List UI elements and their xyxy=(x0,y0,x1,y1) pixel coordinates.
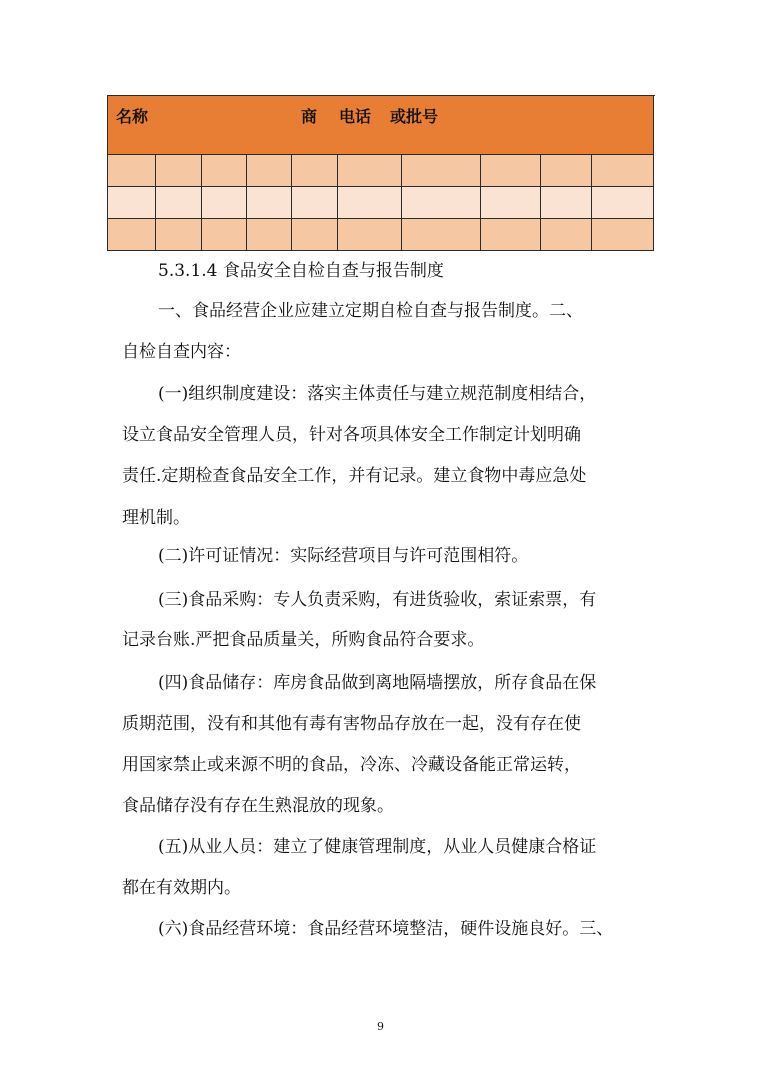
table-cell xyxy=(401,187,480,218)
table-header-row xyxy=(107,95,654,155)
paragraph-line: 记录台账.严把食品质量关，所购食品符合要求。 xyxy=(122,630,485,650)
table-cell xyxy=(540,187,591,218)
section-title: 5.3.1.4 食品安全自检自查与报告制度 xyxy=(158,261,444,281)
paragraph-line: 自检自查内容： xyxy=(122,342,241,362)
paragraph-line: 质期范围，没有和其他有毒有害物品存放在一起，没有存在使 xyxy=(122,714,581,734)
paragraph-line: (二)许可证情况：实际经营项目与许可范围相符。 xyxy=(158,546,529,566)
table-cell xyxy=(155,155,201,186)
table-cell xyxy=(401,155,480,186)
header-border-segment xyxy=(200,95,295,96)
table-cell xyxy=(291,219,337,250)
table-cell xyxy=(480,219,541,250)
table-cell xyxy=(246,155,291,186)
table-cell xyxy=(155,219,201,250)
paragraph-line: 设立食品安全管理人员，针对各项具体安全工作制定计划明确 xyxy=(122,425,581,445)
table-cell xyxy=(540,155,591,186)
table-cell xyxy=(291,155,337,186)
table-row xyxy=(107,187,654,219)
table-cell xyxy=(337,155,401,186)
header-approval: 或批号 xyxy=(390,107,439,126)
table-cell xyxy=(201,187,247,218)
table-cell xyxy=(401,219,480,250)
paragraph-line: (五)从业人员：建立了健康管理制度，从业人员健康合格证 xyxy=(158,837,597,857)
table-cell xyxy=(591,187,653,218)
paragraph-line: 都在有效期内。 xyxy=(122,878,241,898)
header-phone: 电话 xyxy=(339,107,372,126)
data-table xyxy=(107,95,654,251)
table-body xyxy=(107,155,654,251)
paragraph-line: (六)食品经营环境：食品经营环境整洁，硬件设施良好。三、 xyxy=(158,919,614,939)
page-number: 9 xyxy=(377,1020,384,1033)
table-cell xyxy=(591,155,653,186)
header-border-segment xyxy=(480,95,655,96)
paragraph-line: 用国家禁止或来源不明的食品，冷冻、冷藏设备能正常运转， xyxy=(122,755,581,775)
table-cell xyxy=(337,219,401,250)
table-cell xyxy=(591,219,653,250)
table-cell xyxy=(540,219,591,250)
table-row xyxy=(107,219,654,251)
table-cell xyxy=(201,219,247,250)
paragraph-line: 食品储存没有存在生熟混放的现象。 xyxy=(122,796,394,816)
table-row xyxy=(107,155,654,187)
paragraph-line: (三)食品采购：专人负责采购，有进货验收，索证索票，有 xyxy=(158,590,597,610)
paragraph-line: (一)组织制度建设：落实主体责任与建立规范制度相结合， xyxy=(158,384,597,404)
header-shang: 商 xyxy=(301,107,318,126)
table-cell xyxy=(291,187,337,218)
paragraph-line: 责任.定期检查食品安全工作，并有记录。建立食物中毒应急处 xyxy=(122,466,587,486)
table-cell xyxy=(337,187,401,218)
table-cell xyxy=(108,155,155,186)
table-cell xyxy=(246,187,291,218)
table-cell xyxy=(201,155,247,186)
table-cell xyxy=(480,155,541,186)
header-name: 名称 xyxy=(116,107,149,126)
table-cell xyxy=(108,187,155,218)
table-cell xyxy=(108,219,155,250)
table-cell xyxy=(155,187,201,218)
paragraph-line: (四)食品储存：库房食品做到离地隔墙摆放，所存食品在保 xyxy=(158,673,597,693)
table-cell xyxy=(480,187,541,218)
table-cell xyxy=(246,219,291,250)
paragraph-line: 理机制。 xyxy=(122,508,190,528)
paragraph-line: 一、食品经营企业应建立定期自检自查与报告制度。二、 xyxy=(158,301,583,321)
